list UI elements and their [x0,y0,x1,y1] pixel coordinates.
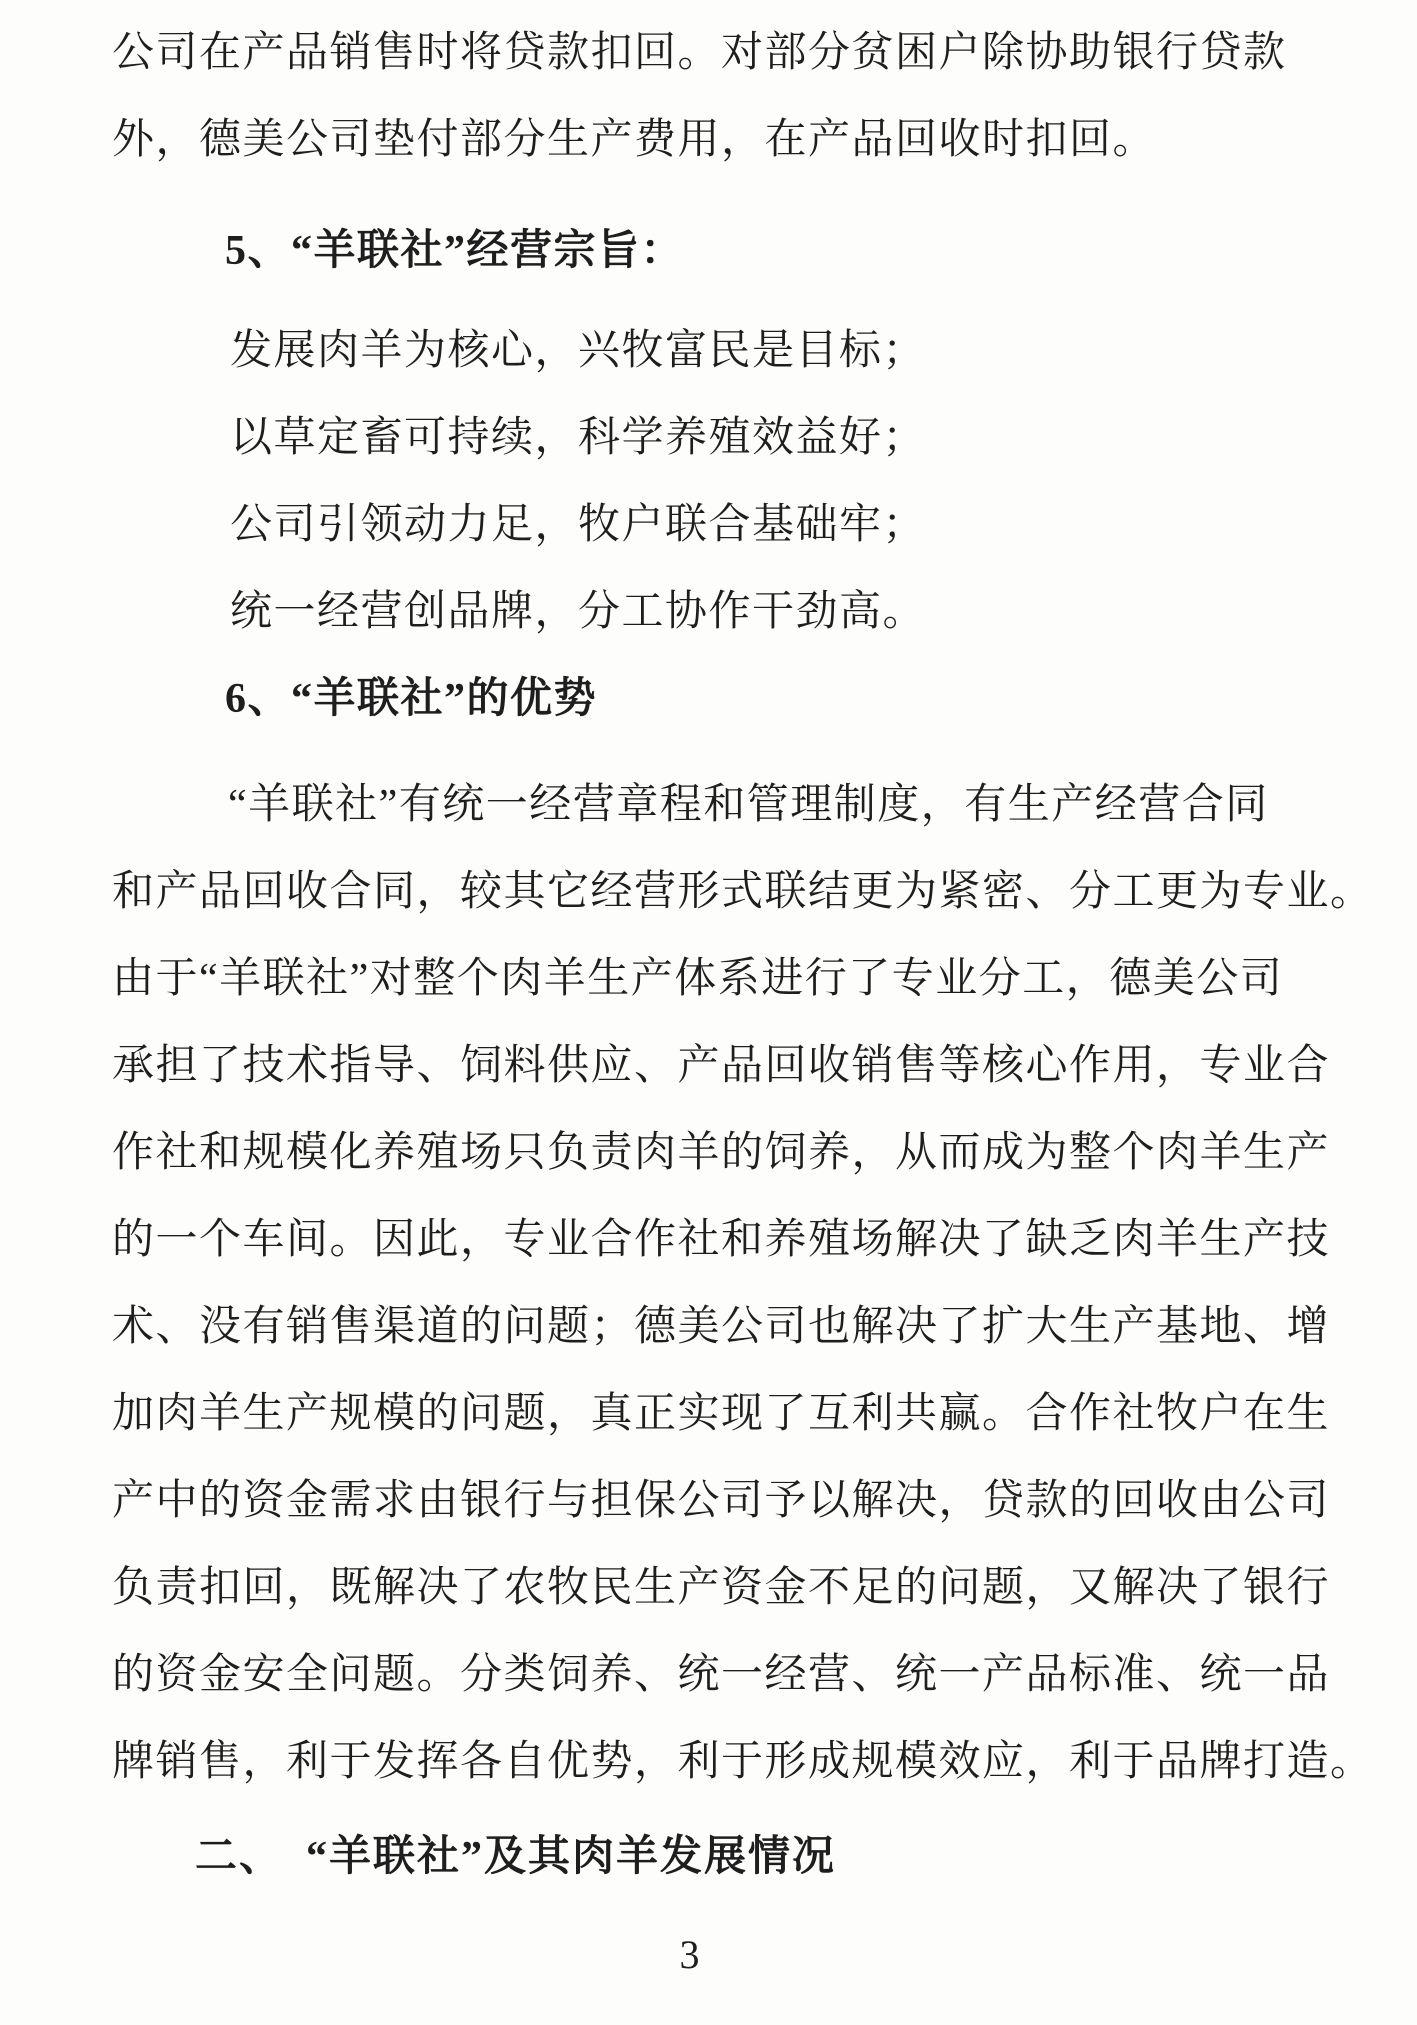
paragraph-line: 负责扣回，既解决了农牧民生产资金不足的问题，又解决了银行 [112,1565,1331,1611]
paragraph-line: 加肉羊生产规模的问题，真正实现了互利共赢。合作社牧户在生 [112,1391,1331,1437]
paragraph-line: 的一个车间。因此，专业合作社和养殖场解决了缺乏肉羊生产技 [112,1217,1331,1263]
intro-line: 外，德美公司垫付部分生产费用，在产品回收时扣回。 [112,117,1157,163]
paragraph-line: “羊联社”有统一经营章程和管理制度，有生产经营合同 [228,782,1269,828]
section-5-heading: 5、“羊联社”经营宗旨： [225,228,685,274]
section-6-heading: 6、“羊联社”的优势 [225,676,598,722]
motto-line: 以草定畜可持续，科学养殖效益好； [230,415,927,461]
paragraph-line: 的资金安全问题。分类饲养、统一经营、统一产品标准、统一品 [112,1652,1331,1698]
paragraph-line: 由于“羊联社”对整个肉羊生产体系进行了专业分工，德美公司 [112,956,1284,1002]
paragraph-line: 牌销售，利于发挥各自优势，利于形成规模效应，利于品牌打造。 [112,1739,1374,1785]
page-number: 3 [679,1932,700,1977]
paragraph-line: 产中的资金需求由银行与担保公司予以解决，贷款的回收由公司 [112,1478,1331,1524]
section-2-heading: 二、 “羊联社”及其肉羊发展情况 [195,1834,837,1880]
motto-line: 发展肉羊为核心，兴牧富民是目标； [230,328,927,374]
paragraph-line: 术、没有销售渠道的问题；德美公司也解决了扩大生产基地、增 [112,1304,1331,1350]
motto-line: 统一经营创品牌，分工协作干劲高。 [230,589,927,635]
paragraph-line: 承担了技术指导、饲料供应、产品回收销售等核心作用，专业合 [112,1043,1331,1089]
paragraph-line: 作社和规模化养殖场只负责肉羊的饲养，从而成为整个肉羊生产 [112,1130,1331,1176]
motto-line: 公司引领动力足，牧户联合基础牢； [230,502,927,548]
intro-line: 公司在产品销售时将贷款扣回。对部分贫困户除协助银行贷款 [112,30,1287,76]
paragraph-line: 和产品回收合同，较其它经营形式联结更为紧密、分工更为专业。 [112,869,1374,915]
